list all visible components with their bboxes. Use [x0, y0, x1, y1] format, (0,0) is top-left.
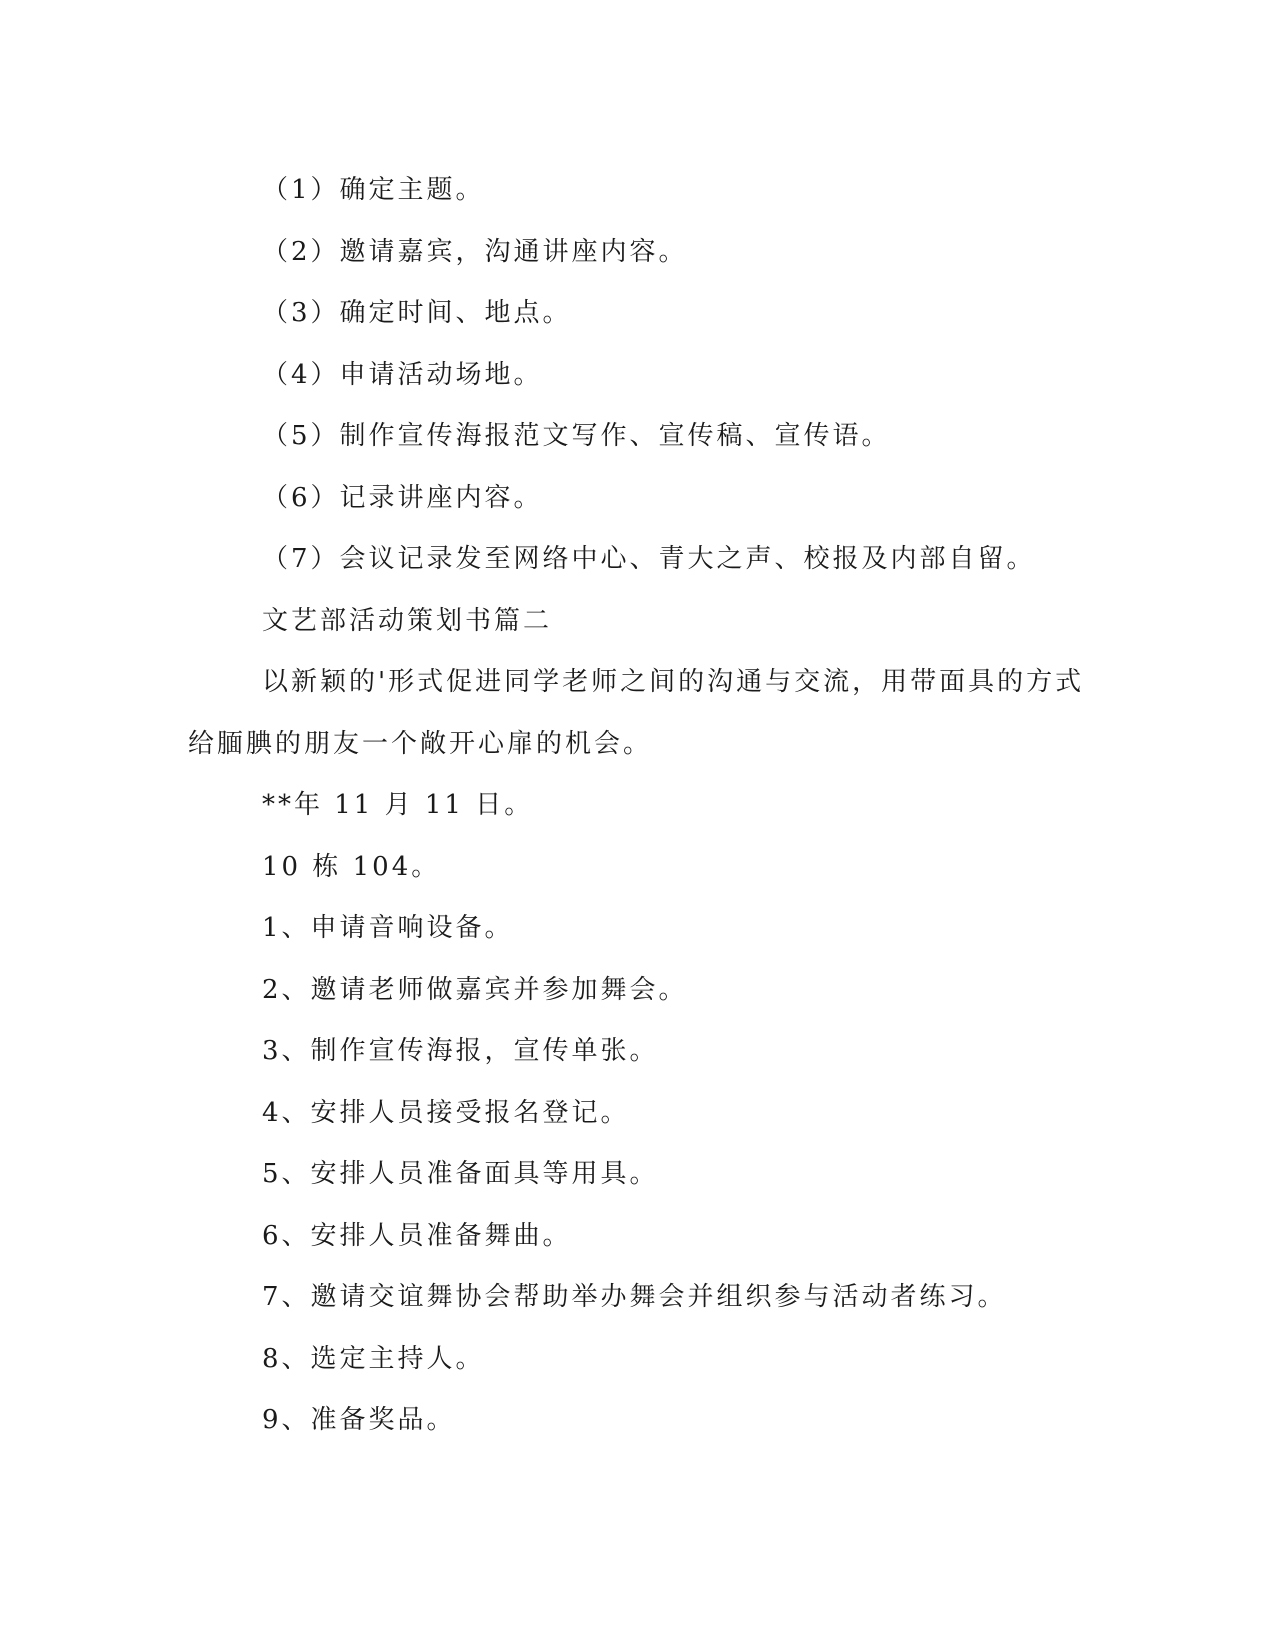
step-7: （7）会议记录发至网络中心、青大之声、校报及内部自留。: [262, 544, 1036, 574]
purpose-paragraph: [188, 652, 1088, 775]
task-7: 7、邀请交谊舞协会帮助举办舞会并组织参与活动者练习。: [262, 1282, 1007, 1312]
step-4: （4）申请活动场地。: [262, 359, 543, 390]
task-1: 1、申请音响设备。: [262, 913, 514, 943]
purpose-line-2: 给腼腆的朋友一个敞开心扉的机会。: [188, 728, 653, 759]
task-4: 4、安排人员接受报名登记。: [262, 1097, 630, 1128]
step-2: （2）邀请嘉宾，沟通讲座内容。: [262, 236, 688, 267]
step-5: （5）制作宣传海报范文写作、宣传稿、宣传语。: [262, 421, 891, 451]
purpose-line-1: 以新颖的'形式促进同学老师之间的沟通与交流，用带面具的方式: [262, 667, 1085, 697]
event-location: 10 栋 104。: [262, 851, 441, 882]
event-date: **年 11 月 11 日。: [262, 790, 534, 820]
step-3: （3）确定时间、地点。: [262, 298, 572, 328]
step-1: （1）确定主题。: [262, 175, 485, 205]
document-body: [188, 160, 1088, 1452]
task-5: 5、安排人员准备面具等用具。: [262, 1159, 659, 1189]
section-heading: 文艺部活动策划书篇二: [262, 605, 553, 636]
task-2: 2、邀请老师做嘉宾并参加舞会。: [262, 974, 688, 1005]
task-8: 8、选定主持人。: [262, 1343, 485, 1374]
task-6: 6、安排人员准备舞曲。: [262, 1220, 572, 1251]
step-6: （6）记录讲座内容。: [262, 482, 543, 513]
task-3: 3、制作宣传海报，宣传单张。: [262, 1036, 659, 1066]
task-9: 9、准备奖品。: [262, 1405, 456, 1435]
